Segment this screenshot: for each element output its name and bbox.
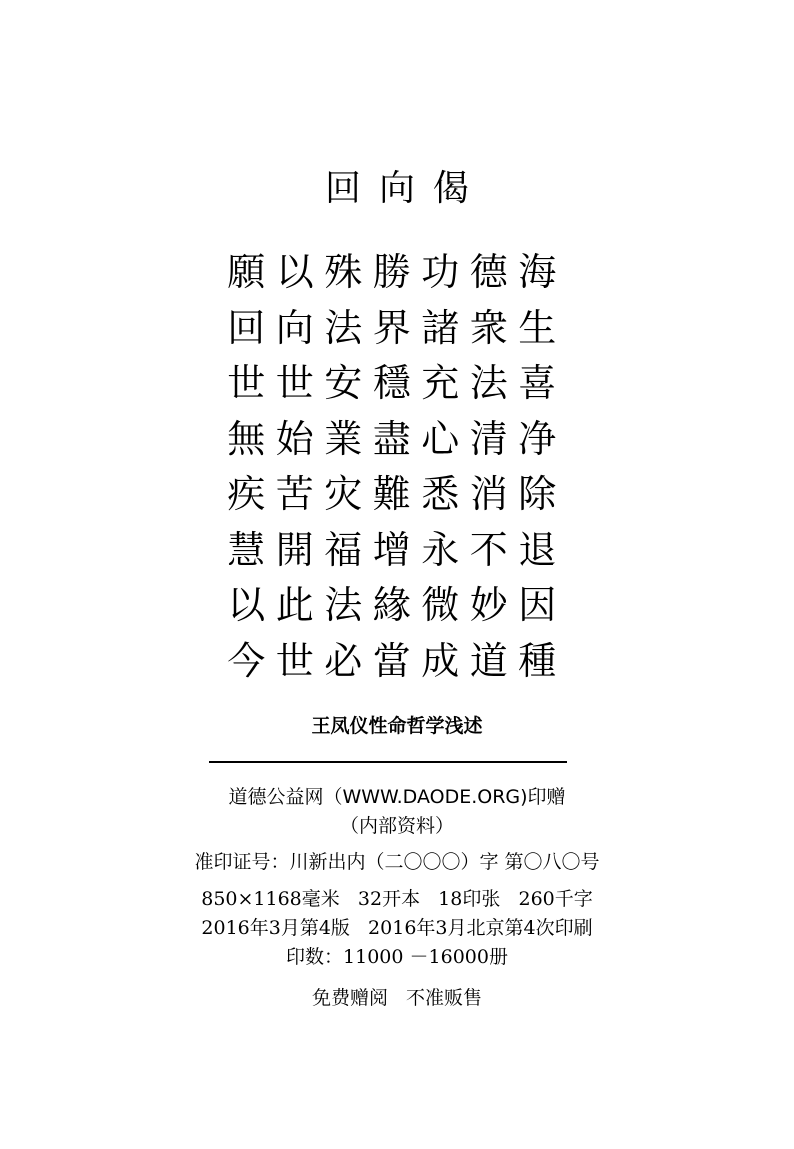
verse-line-1 <box>222 241 572 297</box>
verse-char: 當 <box>372 638 411 683</box>
verse-char: 世 <box>275 361 314 406</box>
verse-line-5 <box>222 463 572 519</box>
verse-line-2 <box>222 297 572 353</box>
verse-title: 回向偈 <box>324 168 487 209</box>
verse-char: 消 <box>469 472 508 517</box>
verse-char: 安 <box>324 361 363 406</box>
verse-char: 净 <box>518 416 557 461</box>
verse-char: 業 <box>324 416 363 461</box>
verse-char: 諸 <box>421 305 460 350</box>
internal-note: （内部资料） <box>339 815 454 837</box>
verse-char: 世 <box>275 638 314 683</box>
verse-char: 殊 <box>324 250 363 295</box>
distribution-notice: 免费赠阅 不准贩售 <box>311 987 483 1009</box>
verse-char: 以 <box>275 250 314 295</box>
permit-number: 准印证号：川新出内（二〇〇〇）字 第〇八〇号 <box>194 851 600 873</box>
verse-char: 因 <box>518 583 557 628</box>
verse-char: 海 <box>518 250 557 295</box>
verse-char: 心 <box>421 416 460 461</box>
verse-char: 慧 <box>227 527 266 572</box>
verse-char: 穩 <box>372 361 411 406</box>
verse-char: 盡 <box>372 416 411 461</box>
verse-char: 願 <box>227 250 266 295</box>
verse-line-6 <box>222 519 572 575</box>
verse-line-4 <box>222 408 572 464</box>
verse-char: 除 <box>518 472 557 517</box>
verse-char: 不 <box>469 527 508 572</box>
verse-char: 福 <box>324 527 363 572</box>
verse-char: 悉 <box>421 472 460 517</box>
verse-char: 種 <box>518 638 557 683</box>
verse-char: 衆 <box>469 305 508 350</box>
verse-char: 此 <box>275 583 314 628</box>
verse-body <box>222 241 572 685</box>
verse-line-3 <box>222 352 572 408</box>
verse-char: 世 <box>227 361 266 406</box>
verse-char: 德 <box>469 250 508 295</box>
verse-char: 微 <box>421 583 460 628</box>
edition-info: 2016年3月第4版 2016年3月北京第4次印刷 <box>201 917 593 939</box>
verse-char: 法 <box>469 361 508 406</box>
verse-char: 妙 <box>469 583 508 628</box>
print-run: 印数：11000 －16000册 <box>286 946 508 968</box>
verse-char: 向 <box>275 305 314 350</box>
verse-char: 生 <box>518 305 557 350</box>
verse-char: 無 <box>227 416 266 461</box>
verse-char: 界 <box>372 305 411 350</box>
verse-char: 法 <box>324 305 363 350</box>
verse-line-7 <box>222 574 572 630</box>
verse-char: 回 <box>227 305 266 350</box>
verse-char: 開 <box>275 527 314 572</box>
verse-char: 必 <box>324 638 363 683</box>
verse-char: 功 <box>421 250 460 295</box>
verse-char: 道 <box>469 638 508 683</box>
print-specs: 850×1168毫米 32开本 18印张 260千字 <box>201 888 593 910</box>
verse-char: 以 <box>227 583 266 628</box>
verse-char: 疾 <box>227 472 266 517</box>
verse-char: 法 <box>324 583 363 628</box>
verse-line-8 <box>222 630 572 686</box>
verse-char: 充 <box>421 361 460 406</box>
verse-char: 灾 <box>324 472 363 517</box>
verse-char: 始 <box>275 416 314 461</box>
verse-char: 退 <box>518 527 557 572</box>
verse-char: 苦 <box>275 472 314 517</box>
gift-line: 道德公益网（WWW.DAODE.ORG)印赠 <box>228 786 566 808</box>
verse-char: 永 <box>421 527 460 572</box>
verse-char: 成 <box>421 638 460 683</box>
verse-char: 增 <box>372 527 411 572</box>
verse-char: 今 <box>227 638 266 683</box>
verse-char: 清 <box>469 416 508 461</box>
verse-char: 喜 <box>518 361 557 406</box>
verse-char: 緣 <box>372 583 411 628</box>
verse-char: 勝 <box>372 250 411 295</box>
book-title: 王凤仪性命哲学浅述 <box>311 715 483 737</box>
verse-char: 難 <box>372 472 411 517</box>
divider-rule <box>209 761 567 763</box>
